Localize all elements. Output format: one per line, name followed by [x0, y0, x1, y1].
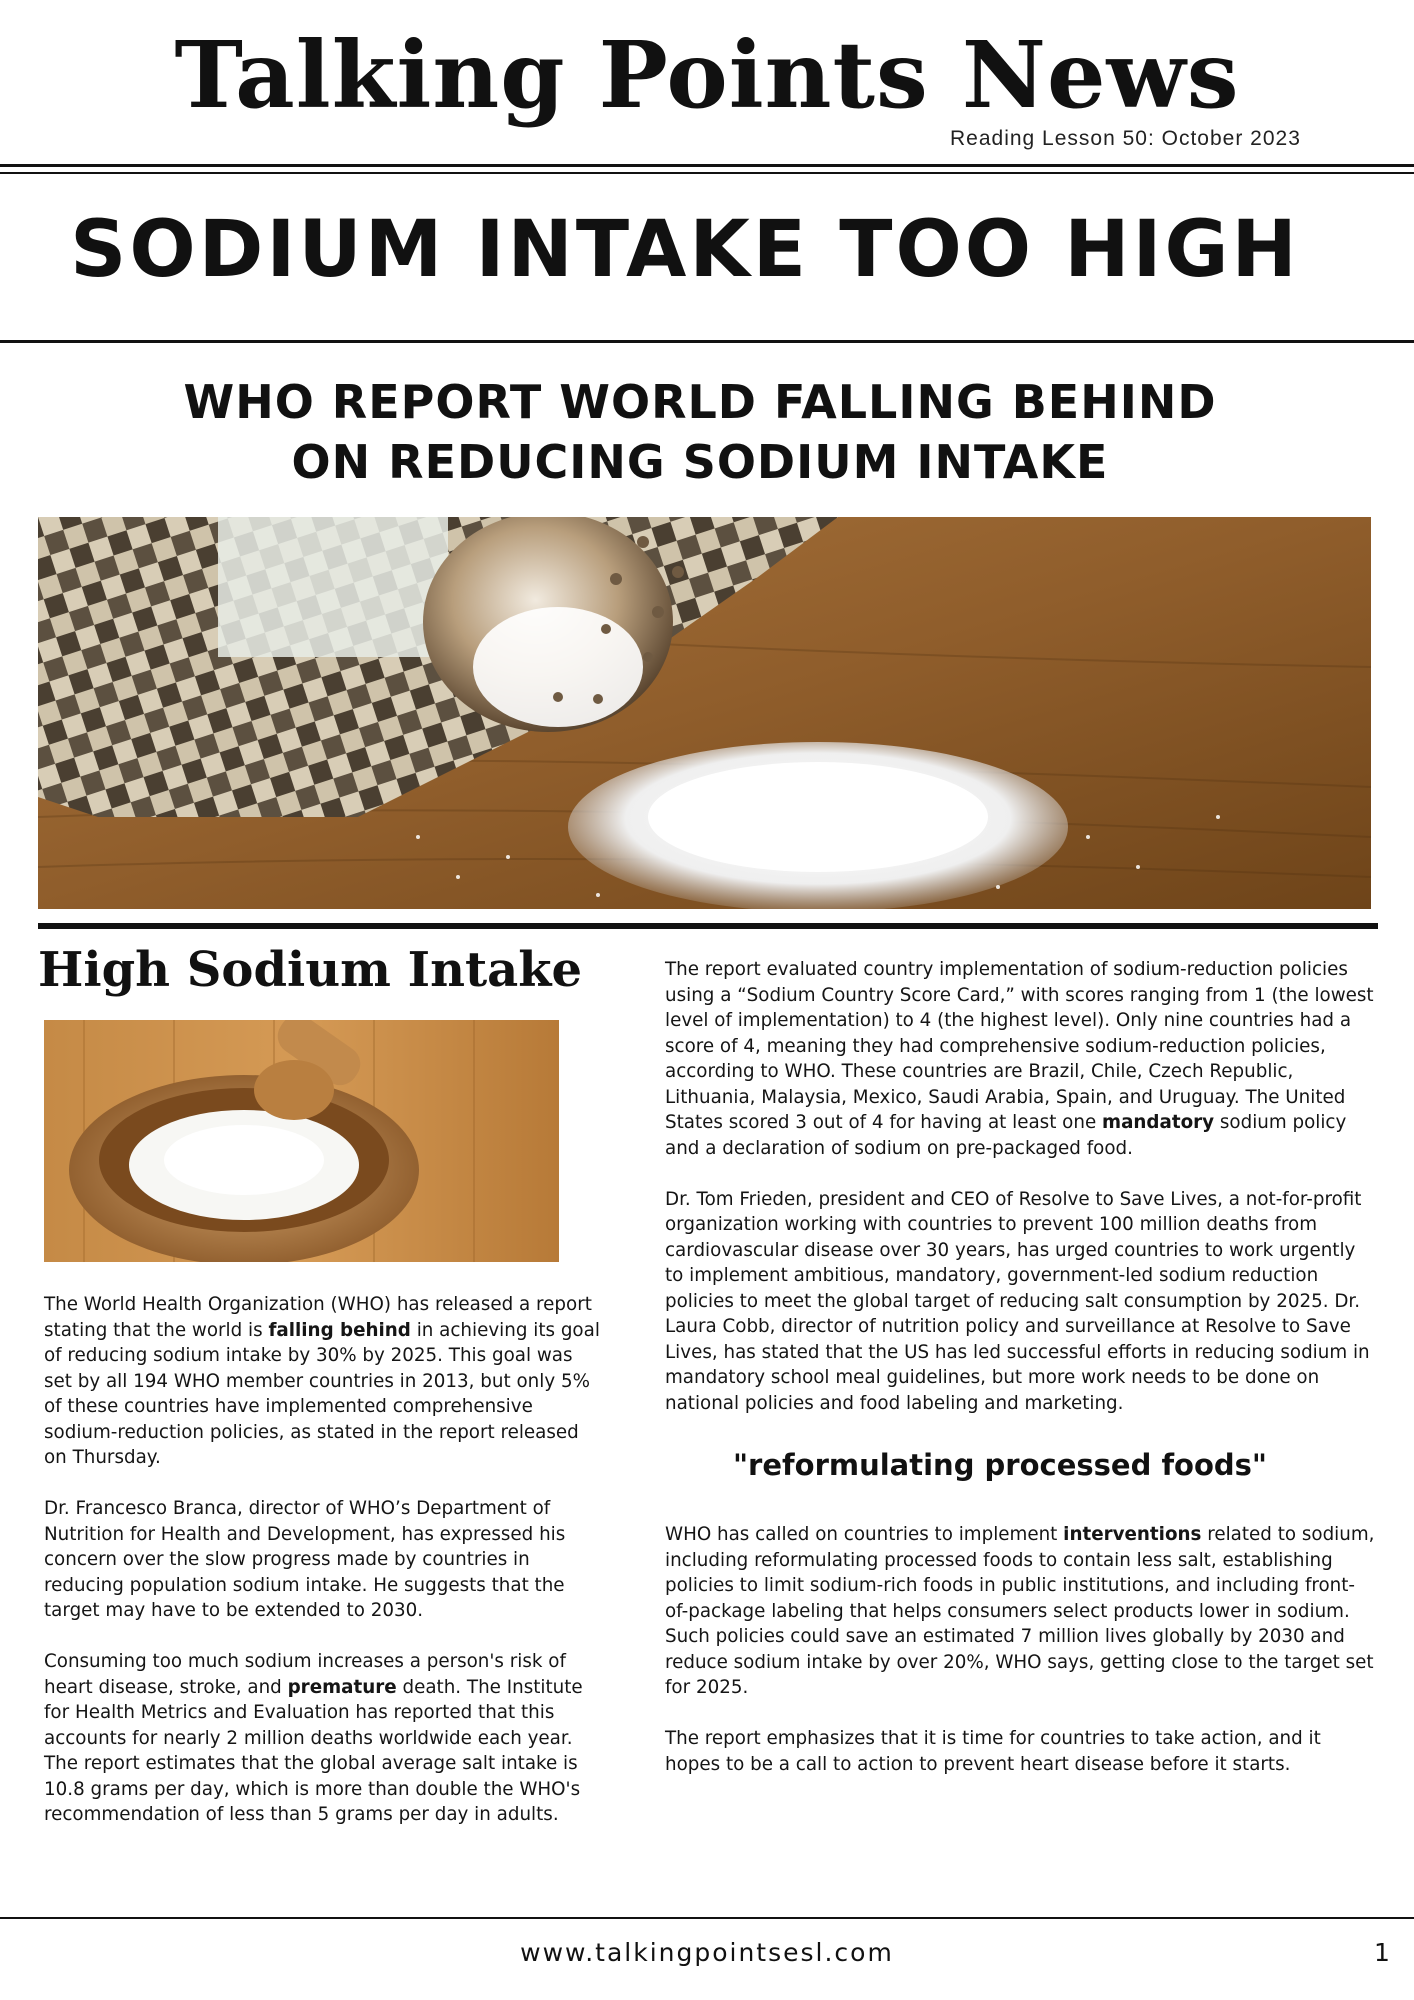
- issue-info: Reading Lesson 50: October 2023: [950, 127, 1301, 150]
- salt-shaker-photo: [38, 517, 1371, 909]
- pull-quote: "reformulating processed foods": [732, 1448, 1268, 1482]
- headline: SODIUM INTAKE TOO HIGH: [70, 205, 1300, 295]
- paragraph: Dr. Francesco Branca, director of WHO’s Department of Nutrition for Health and Development, has expressed his concern over the slow progress made by countries in reducing population sodium intake. He suggests that the target may have to be extended to 2030.: [44, 1498, 566, 1621]
- page-number: 1: [1374, 1938, 1390, 1967]
- salt-bowl-photo: [44, 1020, 559, 1262]
- section-title: High Sodium Intake: [38, 942, 583, 998]
- article-left-column: [44, 1292, 604, 1853]
- paragraph: The World Health Organization (WHO) has released a report stating that the world is falling behind in achieving its goal of reducing sodium intake by 30% by 2025. This goal was set by all 194 WHO member countries in 2013, but only 5% of these countries have implemented comprehensive sodium-reduction policies, as stated in the report released on Thursday.: [44, 1294, 600, 1468]
- subheadline: WHO REPORT WORLD FALLING BEHIND ON REDUCING SODIUM INTAKE: [183, 375, 1217, 489]
- headline-rule: [0, 340, 1414, 343]
- paragraph: Dr. Tom Frieden, president and CEO of Resolve to Save Lives, a not-for-profit organization working with countries to prevent 100 million deaths from cardiovascular disease over 30 years, has urged countries to work urgently to implement ambitious, mandatory, government-led sodium reduction policies to meet the global target of reducing salt consumption by 2025. Dr. Laura Cobb, director of nutrition policy and surveillance at Resolve to Save Lives, has stated that the US has led successful efforts in reducing sodium in mandatory school meal guidelines, but more work needs to be done on national policies and food labeling and marketing.: [665, 1188, 1370, 1414]
- paragraph: WHO has called on countries to implement interventions related to sodium, including reformulating processed foods to contain less salt, establishing policies to limit sodium-rich foods in public institutions, and including front-of-package labeling that helps consumers select products lower in sodium. Such policies could save an estimated 7 million lives globally by 2030 and reduce sodium intake by over 20%, WHO says, getting close to the target set for 2025.: [665, 1524, 1375, 1698]
- footer-rule: [0, 1917, 1414, 1919]
- masthead-rule-bottom: [0, 172, 1414, 174]
- paragraph: The report emphasizes that it is time for countries to take action, and it hopes to be a call to action to prevent heart disease before it starts.: [665, 1728, 1321, 1775]
- newspaper-masthead: Talking Points News: [174, 21, 1240, 129]
- website-url: www.talkingpointsesl.com: [520, 1938, 894, 1967]
- masthead-rule-top: [0, 164, 1414, 167]
- paragraph: Consuming too much sodium increases a person's risk of heart disease, stroke, and premature death. The Institute for Health Metrics and Evaluation has reported that this accounts for nearly 2 million deaths worldwide each year. The report estimates that the global average salt intake is 10.8 grams per day, which is more than double the WHO's recommendation of less than 5 grams per day in adults.: [44, 1651, 583, 1825]
- paragraph: The report evaluated country implementation of sodium-reduction policies using a “Sodium Country Score Card,” with scores ranging from 1 (the lowest level of implementation) to 4 (the highest level). Only nine countries had a score of 4, meaning they had comprehensive sodium-reduction policies, according to WHO. These countries are Brazil, Chile, Czech Republic, Lithuania, Malaysia, Mexico, Saudi Arabia, Spain, and Uruguay. The United States scored 3 out of 4 for having at least one mandatory sodium policy and a declaration of sodium on pre-packaged food.: [665, 959, 1374, 1159]
- article-right-column-continued: [665, 1522, 1375, 1803]
- article-right-column: [665, 957, 1375, 1442]
- section-rule: [38, 923, 1378, 929]
